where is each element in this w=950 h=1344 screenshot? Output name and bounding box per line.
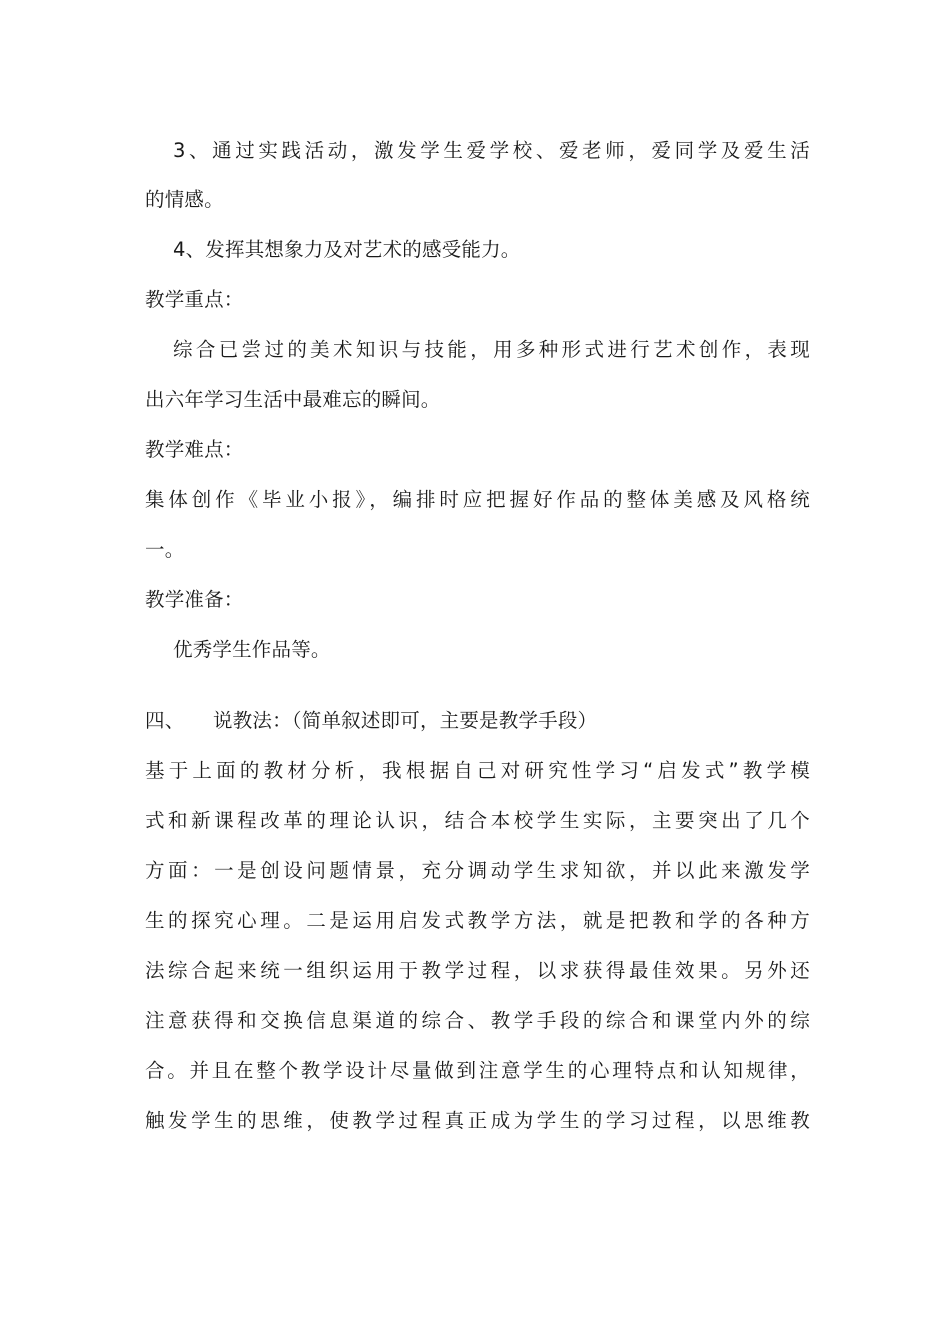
- objective-3-line-1: 3、通过实践活动，激发学生爱学校、爱老师，爱同学及爱生活: [173, 139, 810, 162]
- section-number: 四、: [145, 709, 185, 732]
- method-line-5: 法综合起来统一组织运用于教学过程，以求获得最佳效果。另外还: [145, 959, 810, 982]
- method-line-4: 生的探究心理。二是运用启发式教学方法，就是把教和学的各种方: [145, 909, 810, 932]
- key-points-line-2: 出六年学习生活中最难忘的瞬间。: [145, 388, 441, 411]
- section-title: 说教法：（简单叙述即可，主要是教学手段）: [213, 709, 598, 732]
- method-line-6: 注意获得和交换信息渠道的综合、教学手段的综合和课堂内外的综: [145, 1009, 810, 1032]
- method-line-1: 基于上面的教材分析，我根据自己对研究性学习“启发式”教学模: [145, 759, 810, 782]
- difficulties-line-2: 一。: [145, 538, 185, 561]
- difficulties-line-1: 集体创作《毕业小报》，编排时应把握好作品的整体美感及风格统: [145, 488, 810, 511]
- method-line-8: 触发学生的思维，使教学过程真正成为学生的学习过程，以思维教: [145, 1109, 810, 1132]
- method-line-3: 方面：一是创设问题情景，充分调动学生求知欲，并以此来激发学: [145, 859, 810, 882]
- method-line-2: 式和新课程改革的理论认识，结合本校学生实际，主要突出了几个: [145, 809, 810, 832]
- heading-preparation: 教学准备：: [145, 588, 244, 611]
- heading-difficulties: 教学难点：: [145, 438, 244, 461]
- preparation-text: 优秀学生作品等。: [173, 638, 331, 661]
- section-four-heading: [145, 707, 810, 735]
- method-line-7: 合。并且在整个教学设计尽量做到注意学生的心理特点和认知规律，: [145, 1059, 810, 1082]
- objective-3-line-2: 的情感。: [145, 188, 224, 211]
- key-points-line-1: 综合已尝过的美术知识与技能，用多种形式进行艺术创作，表现: [173, 338, 810, 361]
- heading-key-points: 教学重点：: [145, 288, 244, 311]
- objective-4: 4、发挥其想象力及对艺术的感受能力。: [173, 238, 521, 261]
